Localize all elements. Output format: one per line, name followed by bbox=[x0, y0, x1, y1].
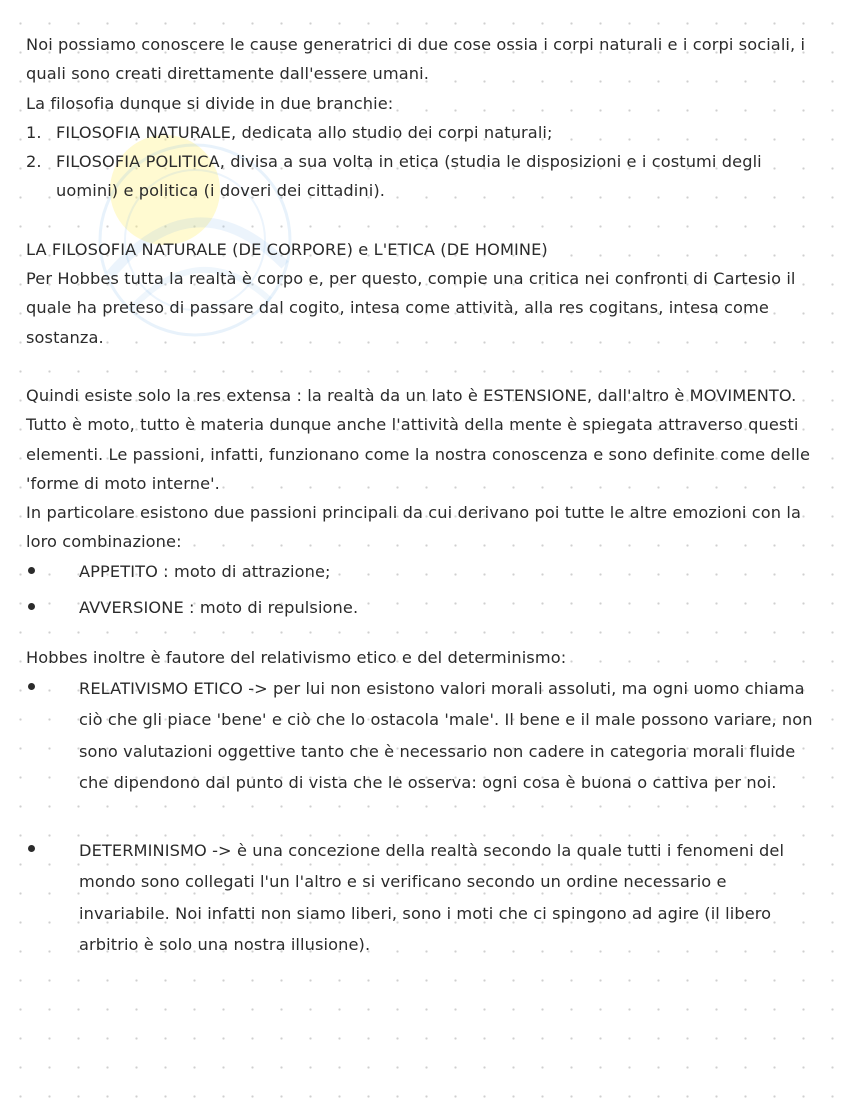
bullet-icon bbox=[28, 845, 35, 852]
list-number: 1. bbox=[26, 122, 42, 142]
bullet-icon bbox=[28, 567, 35, 574]
list-item bbox=[26, 593, 826, 622]
doctrines-list bbox=[26, 673, 826, 961]
list-item bbox=[26, 673, 826, 799]
note-page bbox=[26, 30, 826, 968]
list-item bbox=[26, 118, 826, 147]
list-item bbox=[26, 835, 826, 961]
intro-paragraph: Noi possiamo conoscere le cause generatrici di due cose ossia i corpi naturali e i corpi sociali, i quali sono creati direttamente dall'essere umani. bbox=[26, 35, 806, 84]
section-heading: LA FILOSOFIA NATURALE (DE CORPORE) e L'ETICA (DE HOMINE) bbox=[26, 239, 548, 259]
bullet-icon bbox=[28, 603, 35, 610]
paragraph-cartesio: Per Hobbes tutta la realtà è corpo e, per questo, compie una critica nei confronti di Cartesio il quale ha preteso di passare dal cogito, intesa come attività, alla res cogitans, intesa come sostanza. bbox=[26, 269, 796, 347]
list-item-text: AVVERSIONE : moto di repulsione. bbox=[79, 598, 359, 618]
list-number: 2. bbox=[26, 152, 42, 172]
branches-list bbox=[26, 118, 826, 206]
list-item-text: RELATIVISMO ETICO -> per lui non esistono valori morali assoluti, ma ogni uomo chiama ciò che gli piace 'bene' e ciò che lo ostacola 'male'. Il bene e il male possono variare, non sono valutazioni oggettive tanto che è necessario non cadere in categoria morali fluide che dipendono dal punto di vista che le osserva: ogni cosa è buona o cattiva per noi. bbox=[79, 678, 813, 793]
list-item-text: APPETITO : moto di attrazione; bbox=[79, 561, 331, 581]
list-item bbox=[26, 147, 826, 206]
spacer bbox=[26, 206, 826, 235]
passions-list bbox=[26, 557, 826, 623]
list-item-text: DETERMINISMO -> è una concezione della realtà secondo la quale tutti i fenomeni del mondo sono collegati l'un l'altro e si verificano secondo un ordine necessario e invariabile. Noi infatti non siamo liberi, sono i moti che ci spingono ad agire (il libero arbitrio è solo una nostra illusione). bbox=[79, 840, 785, 955]
spacer bbox=[26, 629, 826, 643]
paragraph-passions: In particolare esistono due passioni principali da cui derivano poi tutte le altre emozioni con la loro combinazione: bbox=[26, 503, 801, 552]
spacer bbox=[26, 352, 826, 381]
list-item-text: FILOSOFIA NATURALE, dedicata allo studio dei corpi naturali; bbox=[56, 122, 553, 142]
list-item bbox=[26, 557, 826, 586]
branches-intro: La filosofia dunque si divide in due branchie: bbox=[26, 93, 394, 113]
bullet-icon bbox=[28, 683, 35, 690]
spacer bbox=[26, 806, 826, 835]
paragraph-res-extensa: Quindi esiste solo la res extensa : la realtà da un lato è ESTENSIONE, dall'altro è MOVIMENTO. Tutto è moto, tutto è materia dunque anche l'attività della mente è spiegata attraverso questi elementi. Le passioni, infatti, funzionano come la nostra conoscenza e sono definite come delle 'forme di moto interne'. bbox=[26, 385, 811, 493]
list-item-text: FILOSOFIA POLITICA, divisa a sua volta in etica (studia le disposizioni e i costumi degli uomini) e politica (i doveri dei cittadini). bbox=[56, 152, 762, 201]
paragraph-doctrines: Hobbes inoltre è fautore del relativismo etico e del determinismo: bbox=[26, 648, 567, 668]
